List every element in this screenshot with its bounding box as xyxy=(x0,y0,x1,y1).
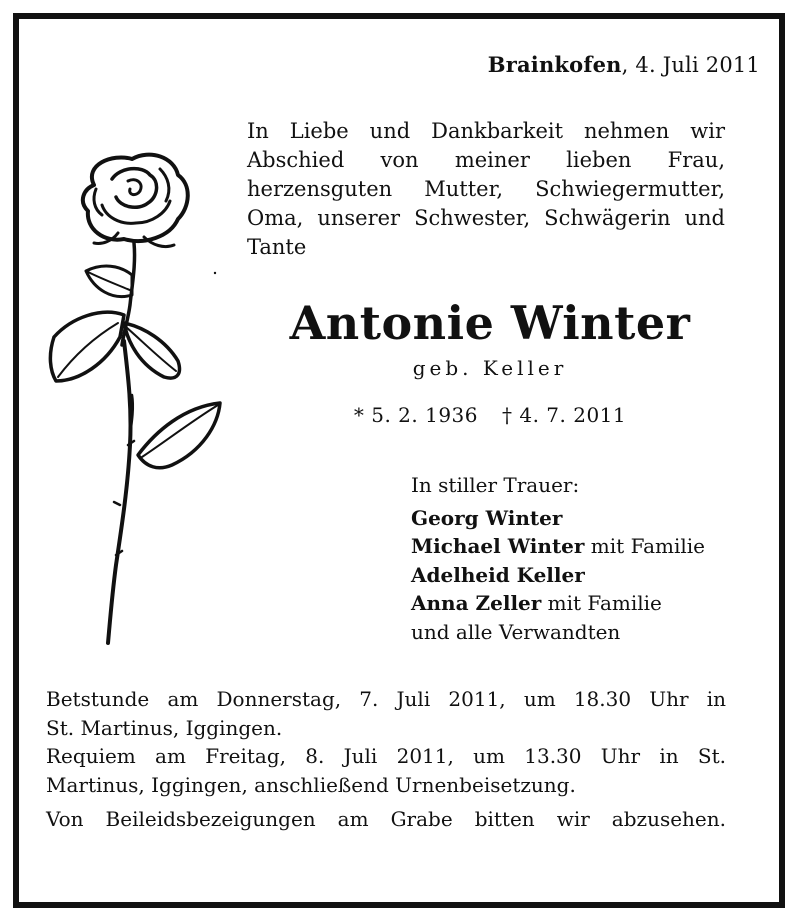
place: Brainkofen xyxy=(487,52,622,77)
service-line: St. Martinus, Iggingen. xyxy=(46,715,283,740)
intro-line: In Liebe und Dankbarkeit nehmen wir xyxy=(247,119,725,143)
mourner-row xyxy=(411,589,705,618)
service-info xyxy=(46,685,726,799)
rose-icon xyxy=(32,145,232,645)
deceased-name: Antonie Winter xyxy=(289,296,691,350)
date: , 4. Juli 2011 xyxy=(621,53,760,77)
life-dates xyxy=(240,403,740,427)
mourners-closing: und alle Verwandten xyxy=(411,619,621,644)
intro-line: Tante xyxy=(247,235,307,259)
closing-note: Von Beileidsbezeigungen am Grabe bitten wir abzusehen. xyxy=(46,807,726,831)
mourner-name: Michael Winter xyxy=(411,534,585,558)
mourner-name: Georg Winter xyxy=(411,505,563,530)
mourners-block xyxy=(411,471,705,646)
intro-line: Abschied von meiner lieben Frau, xyxy=(247,148,725,172)
birth-date: * 5. 2. 1936 xyxy=(353,403,478,427)
service-line: Requiem am Freitag, 8. Juli 2011, um 13.30 Uhr in St. xyxy=(46,744,726,768)
service-line: Martinus, Iggingen, anschließend Urnenbeisetzung. xyxy=(46,772,576,797)
mourner-suffix: mit Familie xyxy=(584,534,705,558)
mourner-name: Adelheid Keller xyxy=(411,562,585,587)
place-date xyxy=(488,52,760,77)
mourner-row xyxy=(411,561,705,590)
mourner-suffix: mit Familie xyxy=(541,591,662,615)
mourner-name: Anna Zeller xyxy=(411,591,542,615)
mourner-row xyxy=(411,532,705,561)
intro-text xyxy=(247,117,725,262)
death-date: † 4. 7. 2011 xyxy=(502,403,627,427)
intro-line: Oma, unserer Schwester, Schwägerin und xyxy=(247,206,725,230)
mourner-row xyxy=(411,504,705,533)
maiden-name: geb. Keller xyxy=(412,356,568,380)
service-line: Betstunde am Donnerstag, 7. Juli 2011, um 18.30 Uhr in xyxy=(46,687,726,711)
mourners-heading: In stiller Trauer: xyxy=(411,473,580,497)
intro-line: herzensguten Mutter, Schwiegermutter, xyxy=(247,177,725,201)
